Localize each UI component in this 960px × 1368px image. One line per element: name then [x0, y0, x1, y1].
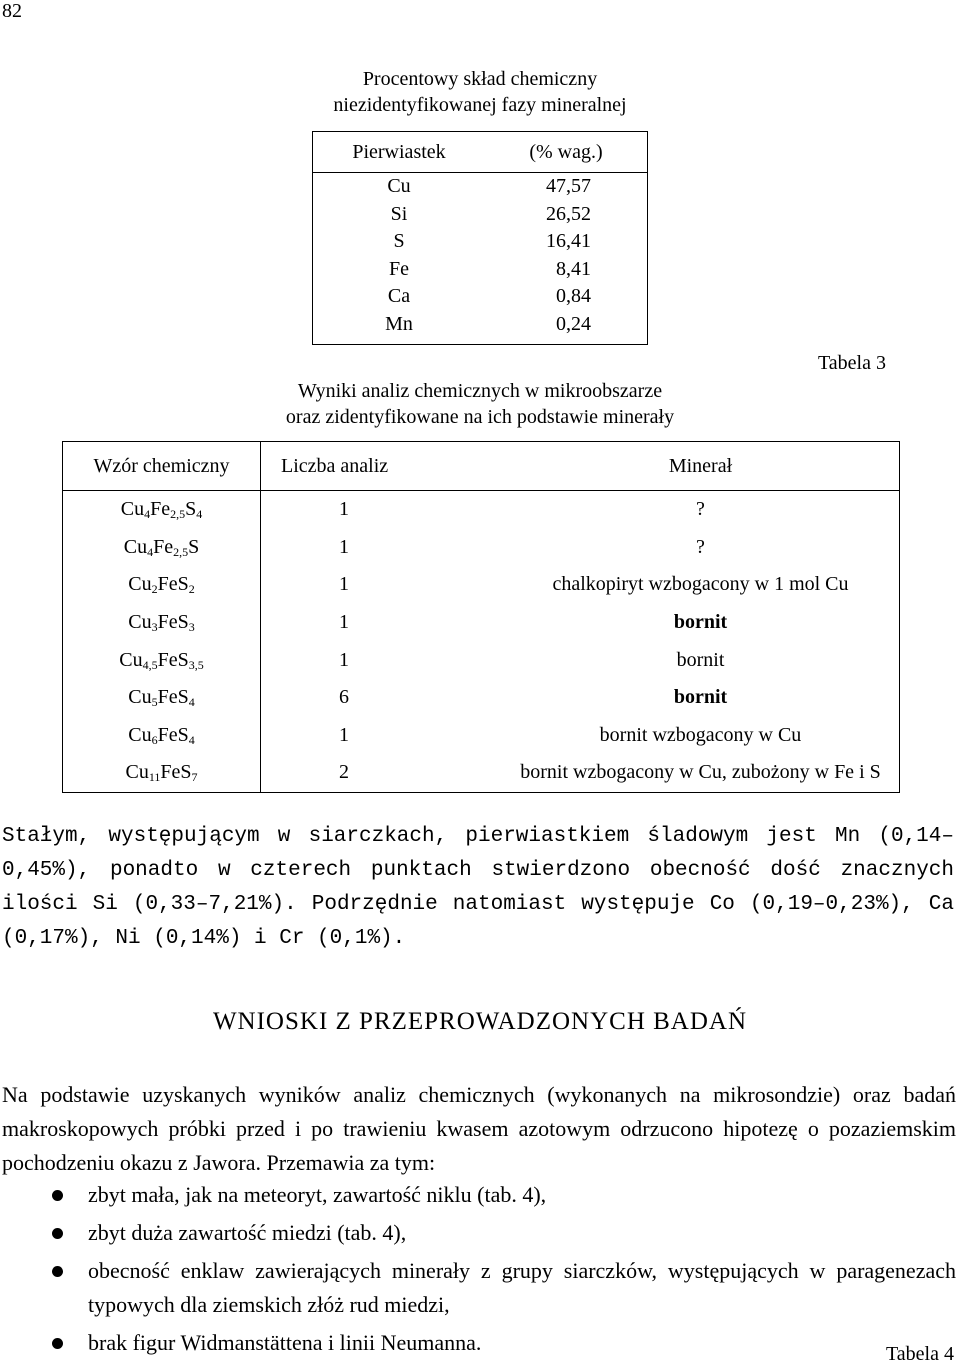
mineral-cell: ?: [696, 535, 705, 558]
table2-caption: [230, 378, 730, 430]
count-cell: 2: [261, 754, 503, 792]
table-row: [63, 529, 900, 567]
table-row: [63, 491, 900, 529]
composition-table-header: [313, 132, 648, 173]
element-cell: Ca: [387, 285, 411, 308]
formula-cell: $Cu_4Fe_{2,5}S$: [123, 535, 200, 559]
mineral-cell: chalkopiryt wzbogacony w 1 mol Cu: [552, 573, 849, 596]
header-count: Liczba analiz: [261, 442, 503, 491]
table2-caption-line2: oraz zidentyfikowane na ich podstawie minerały: [285, 406, 675, 428]
table-row: [313, 256, 648, 284]
formula-cell: $Cu_5FeS_4$: [128, 686, 195, 710]
formula-cell: $Cu_{4,5}FeS_{3,5}$: [119, 648, 204, 672]
table1-caption-line1: Procentowy skład chemiczny: [362, 68, 598, 90]
table-label: Tabela 3: [817, 352, 886, 374]
formula-cell: $Cu_3FeS_3$: [128, 611, 195, 635]
mineral-cell: bornit: [673, 686, 728, 709]
table1-caption: [260, 66, 700, 118]
value-cell: 26,52: [546, 202, 591, 225]
count-cell: 1: [261, 529, 503, 567]
element-cell: Fe: [389, 257, 409, 280]
header-value: (% wag.): [485, 132, 648, 173]
count-cell: 1: [261, 641, 503, 679]
header-mineral: Minerał: [502, 442, 900, 491]
list-item: [0, 1326, 956, 1360]
formula-cell: $Cu_4Fe_{2,5}S_4$: [120, 498, 203, 522]
table-row: [63, 754, 900, 792]
element-cell: S: [393, 230, 405, 253]
section-heading: WNIOSKI Z PRZEPROWADZONYCH BADAŃ: [212, 1008, 748, 1035]
element-cell: Si: [390, 202, 408, 225]
value-cell: 47,57: [546, 175, 591, 198]
mineral-cell: ?: [696, 498, 705, 521]
table-row: [313, 311, 648, 345]
value-cell: 16,41: [546, 230, 591, 253]
count-cell: 1: [261, 717, 503, 755]
minerals-table-header: [63, 442, 900, 491]
bullet-icon: [52, 1266, 63, 1277]
mineral-cell: bornit: [673, 611, 728, 634]
list-item-text: obecność enklaw zawierających minerały z grupy siarczków, występujących w paragenezach typowych dla ziemskich złóż rud miedzi,: [88, 1258, 956, 1317]
mineral-cell: bornit: [676, 648, 725, 671]
table-row: [63, 641, 900, 679]
count-cell: 1: [261, 566, 503, 604]
table-row: [313, 201, 648, 229]
formula-cell: $Cu_2FeS_2$: [128, 573, 195, 597]
table-row: [63, 717, 900, 755]
page-number: 82: [2, 0, 22, 22]
header-formula: Wzór chemiczny: [63, 442, 261, 491]
table-row: [313, 173, 648, 201]
minerals-table: [62, 441, 900, 793]
table-row: [63, 679, 900, 717]
value-cell: 8,41: [556, 257, 591, 280]
list-item-text: zbyt duża zawartość miedzi (tab. 4),: [88, 1220, 407, 1245]
table-row: [313, 283, 648, 311]
count-cell: 6: [261, 679, 503, 717]
value-cell: 0,24: [556, 312, 591, 335]
value-cell: 0,84: [556, 285, 591, 308]
count-cell: 1: [261, 491, 503, 529]
formula-cell: $Cu_6FeS_4$: [128, 723, 195, 747]
bullet-icon: [52, 1190, 63, 1201]
header-element: Pierwiastek: [313, 132, 486, 173]
table-row: [63, 566, 900, 604]
trace-elements-paragraph: Stałym, występującym w siarczkach, pierwiastkiem śladowym jest Mn (0,14–0,45%), ponadto w czterech punktach stwierdzono obecność dość znacznych ilości Si (0,33–7,21%). Podrzędnie natomiast występuje Co (0,19–0,23%), Ca (0,17%), Ni (0,14%) i Cr (0,1%).: [2, 825, 954, 950]
table-row: [63, 604, 900, 642]
count-cell: 1: [261, 604, 503, 642]
element-cell: Cu: [387, 175, 411, 198]
table2-caption-line1: Wyniki analiz chemicznych w mikroobszarze: [297, 380, 663, 402]
table-row: [313, 228, 648, 256]
list-item: [0, 1216, 956, 1250]
mineral-cell: bornit wzbogacony w Cu: [599, 723, 802, 746]
element-cell: Mn: [385, 312, 413, 335]
list-item-text: zbyt mała, jak na meteoryt, zawartość niklu (tab. 4),: [88, 1182, 547, 1207]
list-item: [0, 1254, 956, 1322]
composition-table: [312, 131, 648, 345]
formula-cell: $Cu_{11}FeS_7$: [125, 761, 198, 785]
table1-caption-line2: niezidentyfikowanej fazy mineralnej: [333, 94, 627, 116]
list-item-text: brak figur Widmanstättena i linii Neumanna.: [88, 1330, 482, 1355]
mineral-cell: bornit wzbogacony w Cu, zubożony w Fe i S: [520, 761, 881, 784]
bullet-icon: [52, 1228, 63, 1239]
bullet-icon: [52, 1338, 63, 1349]
conclusions-list: [0, 1178, 956, 1364]
list-item: [0, 1178, 956, 1212]
conclusions-paragraph: Na podstawie uzyskanych wyników analiz chemicznych (wykonanych na mikrosondzie) oraz badań makroskopowych próbki przed i po trawieniu kwasem azotowym odrzucono hipotezę o pozaziemskim pochodzeniu okazu z Jawora. Przemawia za tym:: [2, 1082, 956, 1175]
table-label: Tabela 4: [885, 1343, 954, 1365]
